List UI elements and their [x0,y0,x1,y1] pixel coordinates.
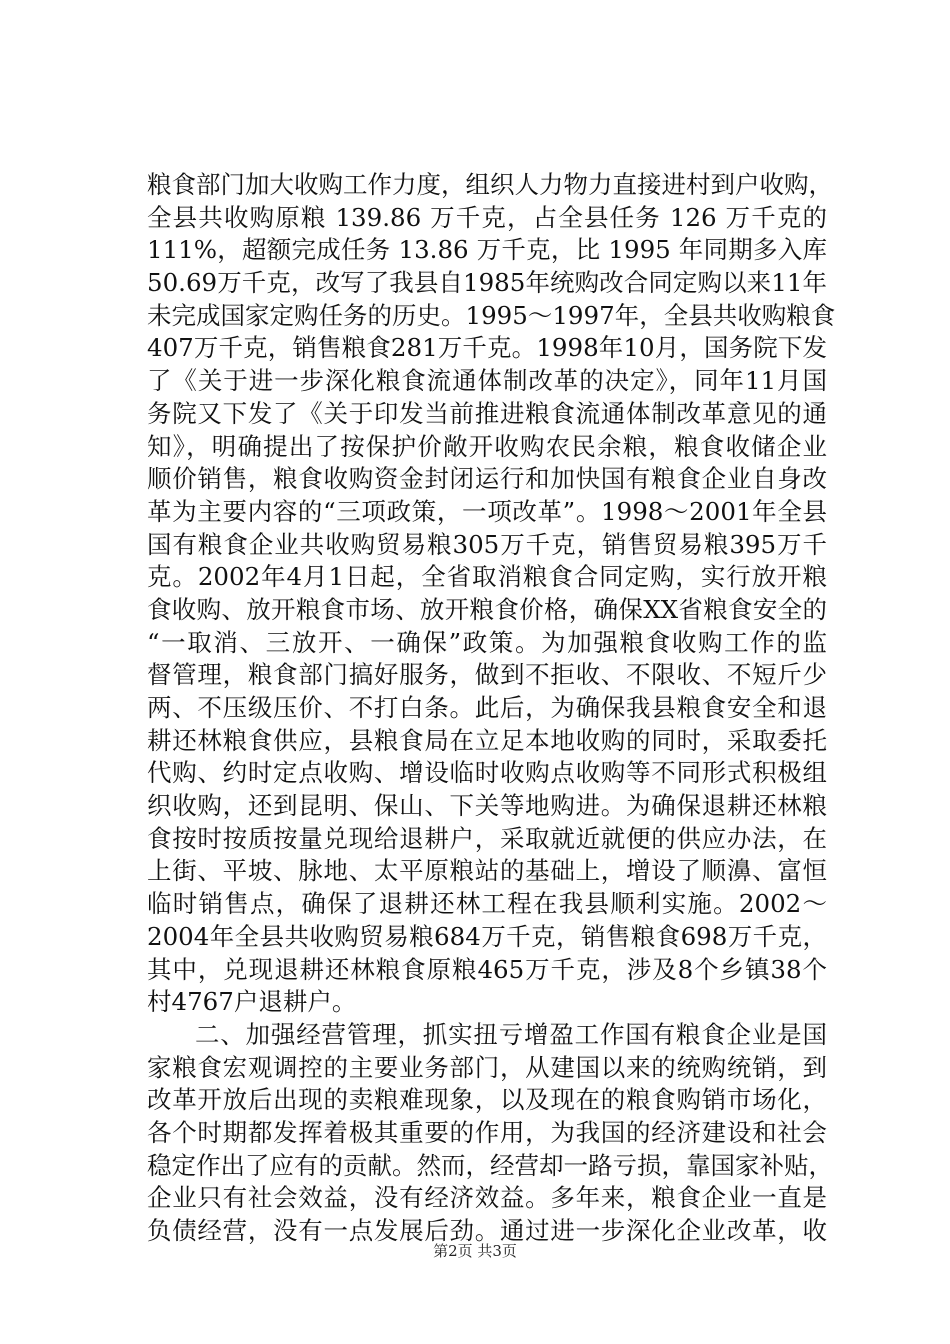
text-line: 督管理，粮食部门搞好服务，做到不拒收、不限收、不短斤少 [147,660,827,690]
text-line: 稳定作出了应有的贡献。然而，经营却一路亏损，靠国家补贴， [147,1150,833,1180]
text-line: 两、不压级压价、不打白条。此后，为确保我县粮食安全和退 [147,693,827,722]
text-line: 了《关于进一步深化粮食流通体制改革的决定》，同年11月国 [147,366,827,396]
text-line: “一取消、三放开、一确保”政策。为加强粮食收购工作的监 [147,627,827,657]
page-number-footer: 第2页 共3页 [433,1242,517,1260]
text-line: 知》，明确提出了按保护价敞开收购农民余粮，粮食收储企业 [147,431,827,461]
text-line: 各个时期都发挥着极其重要的作用，为我国的经济建设和社会 [147,1117,827,1147]
paragraph-start-line: 二、加强经营管理，抓实扭亏增盈工作国有粮食企业是国 [195,1019,827,1049]
text-line: 食按时按质按量兑现给退耕户，采取就近就便的供应办法，在 [147,823,827,853]
body-text [147,169,836,1248]
text-line: 食收购、放开粮食市场、放开粮食价格，确保XX省粮食安全的 [147,594,827,624]
text-line: 全县共收购原粮 139.86 万千克，占全县任务 126 万千克的 [147,202,827,232]
text-line: 负债经营，没有一点发展后劲。通过进一步深化企业改革，收 [147,1216,827,1245]
text-line: 革为主要内容的“三项政策，一项改革”。1998～2001年全县 [147,496,827,526]
text-line: 家粮食宏观调控的主要业务部门，从建国以来的统购统销，到 [147,1052,827,1082]
text-line: 改革开放后出现的卖粮难现象，以及现在的粮食购销市场化， [147,1085,827,1115]
text-line: 克。2002年4月1日起，全省取消粮食合同定购，实行放开粮 [147,562,827,592]
text-line: 顺价销售，粮食收购资金封闭运行和加快国有粮食企业自身改 [147,464,827,494]
text-line: 2004年全县共收购贸易粮684万千克，销售粮食698万千克， [147,921,827,951]
text-line: 407万千克，销售粮食281万千克。1998年10月，国务院下发 [147,333,827,363]
text-line: 耕还林粮食供应，县粮食局在立足本地收购的同时，采取委托 [147,725,827,755]
text-line: 代购、约时定点收购、增设临时收购点收购等不同形式积极组 [147,758,827,788]
text-line: 织收购，还到昆明、保山、下关等地购进。为确保退耕还林粮 [147,791,827,821]
text-line: 企业只有社会效益，没有经济效益。多年来，粮食企业一直是 [147,1183,827,1213]
text-line: 111%，超额完成任务 13.86 万千克，比 1995 年同期多入库 [147,235,827,265]
text-line: 50.69万千克，改写了我县自1985年统购改合同定购以来11年 [147,268,827,298]
text-line: 务院又下发了《关于印发当前推进粮食流通体制改革意见的通 [147,398,827,428]
text-line: 国有粮食企业共收购贸易粮305万千克，销售贸易粮395万千 [147,529,827,559]
paragraph-end-line: 村4767户退耕户。 [147,987,357,1017]
text-line: 临时销售点，确保了退耕还林工程在我县顺利实施。2002～ [147,889,827,919]
text-line: 上街、平坡、脉地、太平原粮站的基础上，增设了顺濞、富恒 [147,856,827,886]
text-line: 未完成国家定购任务的历史。1995～1997年，全县共收购粮食 [147,300,836,330]
text-line: 其中，兑现退耕还林粮食原粮465万千克，涉及8个乡镇38个 [147,954,827,984]
text-line: 粮食部门加大收购工作力度，组织人力物力直接进村到户收购， [147,170,833,199]
